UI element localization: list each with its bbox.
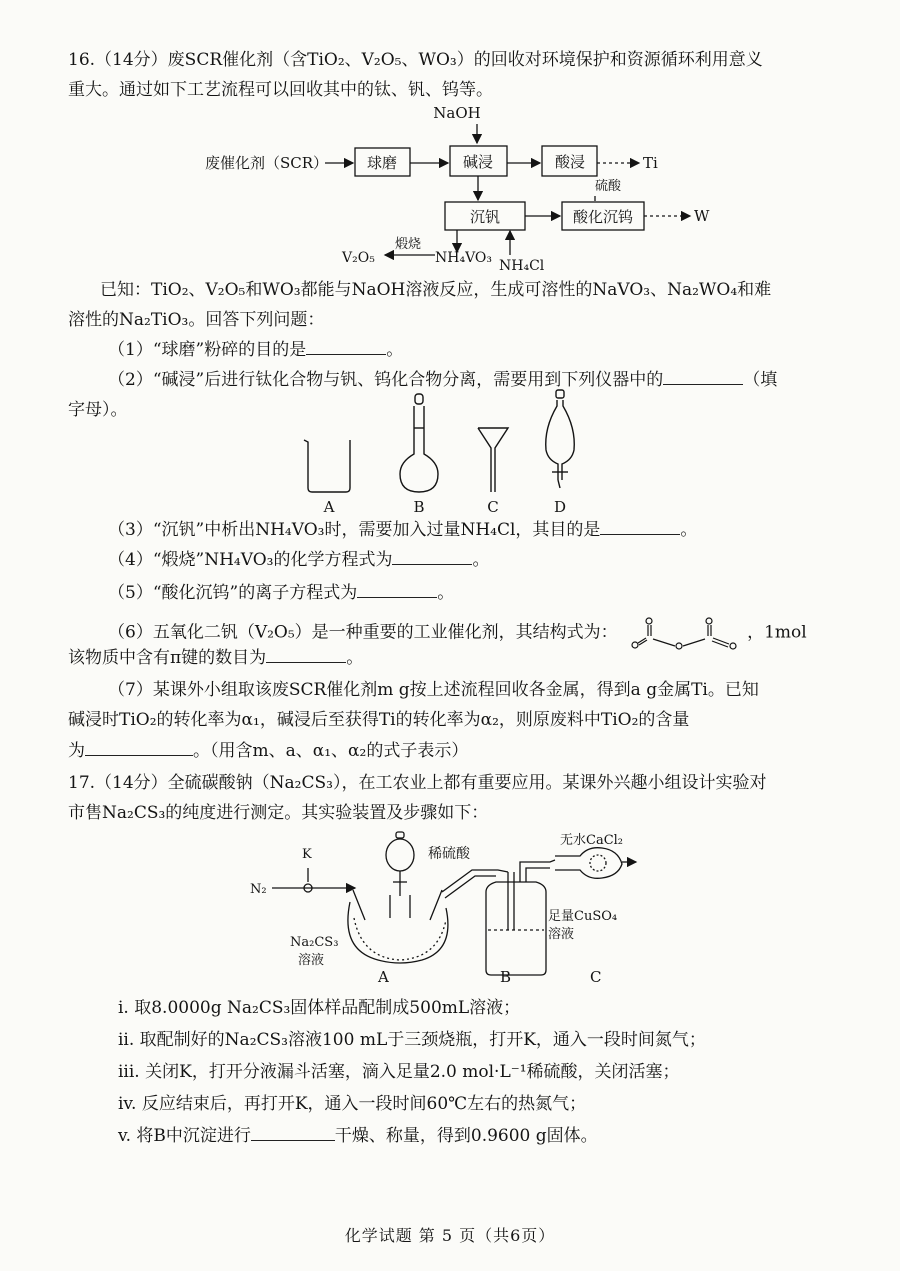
label-d: D <box>553 498 567 516</box>
step-5-text: v. 将B中沉淀进行 <box>118 1126 251 1146</box>
q16-part-6-cont-end: 。 <box>346 648 364 668</box>
label-c-17: C <box>590 968 602 986</box>
answer-blank-7[interactable] <box>85 741 193 756</box>
nh4cl-label: NH₄Cl <box>499 258 545 274</box>
naoh-label: NaOH <box>433 104 481 122</box>
answer-blank-2[interactable] <box>663 370 743 385</box>
step-4: iv. 反应结束后，再打开K，通入一段时间60℃左右的热氮气； <box>118 1094 587 1114</box>
funnel-icon <box>478 428 508 492</box>
label-a: A <box>323 498 335 516</box>
q16-part-1-text: （1）“球磨”粉碎的目的是 <box>108 340 307 360</box>
q16-part-6-cont-text: 该物质中含有π键的数目为 <box>68 648 267 668</box>
calcine-label: 煅烧 <box>395 237 422 252</box>
q16-part-3-text: （3）“沉钒”中析出NH₄VO₃时，需要加入过量NH₄Cl，其目的是 <box>108 520 601 540</box>
answer-blank-6[interactable] <box>266 648 346 663</box>
sulfuric-label: 硫酸 <box>595 179 622 194</box>
answer-blank-4[interactable] <box>392 550 472 565</box>
q16-part-5-text: （5）“酸化沉钨”的离子方程式为 <box>108 583 358 603</box>
q16-part-2-cont: 字母）。 <box>68 400 128 420</box>
q16-part-4 <box>108 550 489 570</box>
q16-part-4-text: （4）“煅烧”NH₄VO₃的化学方程式为 <box>108 550 393 570</box>
ball-mill-label: 球磨 <box>366 154 398 172</box>
ti-label: Ti <box>643 154 658 172</box>
answer-blank-1[interactable] <box>306 340 386 355</box>
q16-part-3-end: 。 <box>680 520 698 540</box>
q16-part-1 <box>108 340 403 360</box>
q16-part-3 <box>108 520 697 540</box>
tungsten-precip-label: 酸化沉钨 <box>572 208 634 226</box>
known-line-1: 已知：TiO₂、V₂O₅和WO₃都能与NaOH溶液反应，生成可溶性的NaVO₃、Na₂WO₄和难 <box>100 280 772 300</box>
q16-part-6-end: ，1mol <box>747 622 807 643</box>
source-label: 废催化剂（SCR） <box>205 154 329 172</box>
label-b: B <box>413 498 425 516</box>
q16-part-6-cont <box>68 648 363 668</box>
q17-header: 17.（14分）全硫碳酸钠（Na₂CS₃），在工农业上都有重要应用。某课外兴趣小组设计实验对 <box>68 773 767 793</box>
answer-blank-3[interactable] <box>600 520 680 535</box>
k-label: K <box>302 847 312 862</box>
q16-part-6 <box>108 616 807 650</box>
step-5-end: 干燥、称量，得到0.9600 g固体。 <box>334 1126 598 1146</box>
q16-part-1-end: 。 <box>386 340 404 360</box>
label-c: C <box>487 498 499 516</box>
q16-part-2-text: （2）“碱浸”后进行钛化合物与钒、钨化合物分离，需要用到下列仪器中的 <box>108 370 664 390</box>
label-b-17: B <box>500 968 512 986</box>
step-5 <box>118 1126 598 1146</box>
v2o5-structure-icon <box>629 616 741 650</box>
q16-part-7-line-3 <box>68 741 468 761</box>
na2cs3-solution-label: 溶液 <box>298 953 325 968</box>
dilute-acid-label: 稀硫酸 <box>428 846 470 862</box>
q16-part-7: （7）某课外小组取该废SCR催化剂m g按上述流程回收各金属，得到a g金属Ti。已知 <box>108 680 759 700</box>
acid-leach-label: 酸浸 <box>554 153 586 171</box>
label-a-17: A <box>378 968 389 986</box>
n2-label: N₂ <box>250 882 267 897</box>
experiment-apparatus <box>250 830 690 990</box>
q16-part-5 <box>108 583 454 603</box>
known-line-2: 溶性的Na₂TiO₃。回答下列问题： <box>68 310 325 330</box>
q16-part-2-end: （填 <box>743 370 778 390</box>
q17-header-2: 市售Na₂CS₃的纯度进行测定。其实验装置及步骤如下： <box>68 803 489 823</box>
step-3: iii. 关闭K，打开分液漏斗活塞，滴入足量2.0 mol·L⁻¹稀硫酸，关闭活塞； <box>118 1062 680 1082</box>
nh4vo3-label: NH₄VO₃ <box>435 250 493 266</box>
q16-part-5-end: 。 <box>437 583 455 603</box>
q16-part-7-line-3-end: 。（用含m、a、α₁、α₂的式子表示） <box>193 741 469 761</box>
step-2: ii. 取配制好的Na₂CS₃溶液100 mL于三颈烧瓶，打开K，通入一段时间氮气； <box>118 1030 706 1050</box>
cacl2-label: 无水CaCl₂ <box>560 833 624 848</box>
q16-header: 16.（14分）废SCR催化剂（含TiO₂、V₂O₅、WO₃）的回收对环境保护和资源循环利用意义 <box>68 50 763 70</box>
q16-part-7-line-2: 碱浸时TiO₂的转化率为α₁，碱浸后至获得Ti的转化率为α₂，则原废料中TiO₂的含量 <box>68 710 690 730</box>
w-label: W <box>694 207 710 225</box>
apparatus-figures <box>290 388 610 516</box>
cuso4-solution-label: 溶液 <box>548 927 575 942</box>
process-flowchart <box>195 100 755 275</box>
vanadium-precip-label: 沉钒 <box>469 208 501 226</box>
page-footer: 化学试题 第 5 页（共6页） <box>344 1226 556 1245</box>
answer-blank-5[interactable] <box>357 583 437 598</box>
q16-part-6-text: （6）五氧化二钒（V₂O₅）是一种重要的工业催化剂，其结构式为： <box>108 622 618 643</box>
step-1: i. 取8.0000g Na₂CS₃固体样品配制成500mL溶液； <box>118 998 521 1018</box>
cuso4-label: 足量CuSO₄ <box>548 909 618 924</box>
q16-header-2: 重大。通过如下工艺流程可以回收其中的钛、钒、钨等。 <box>68 80 493 100</box>
volumetric-flask-icon <box>400 394 438 492</box>
beaker-icon <box>304 440 350 492</box>
na2cs3-label: Na₂CS₃ <box>290 935 339 950</box>
answer-blank-8[interactable] <box>251 1126 335 1141</box>
q16-part-7-line-3-text: 为 <box>68 741 85 761</box>
q16-part-4-end: 。 <box>472 550 490 570</box>
v2o5-label: V₂O₅ <box>342 250 375 266</box>
separatory-funnel-icon <box>546 390 575 488</box>
alkali-leach-label: 碱浸 <box>462 153 494 171</box>
